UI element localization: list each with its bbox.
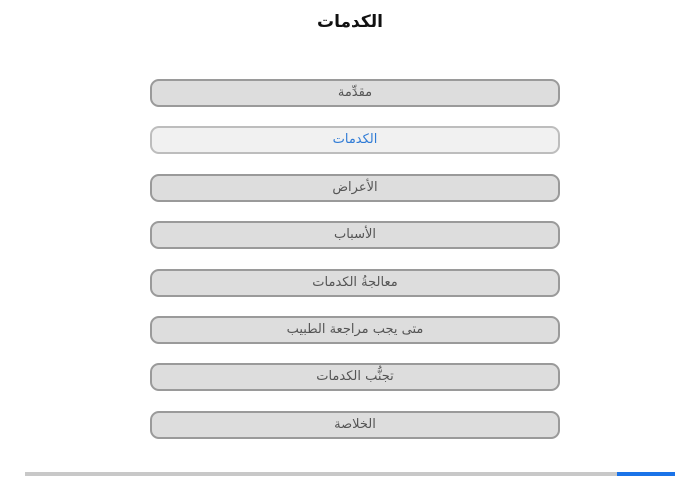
menu-item-bruises[interactable]: الكدمات bbox=[150, 126, 560, 154]
menu-item-introduction[interactable]: مقدِّمة bbox=[150, 79, 560, 107]
progress-bar bbox=[25, 472, 675, 476]
menu-item-see-doctor[interactable]: متى يجب مراجعة الطبيب bbox=[150, 316, 560, 344]
menu-item-symptoms[interactable]: الأعراض bbox=[150, 174, 560, 202]
menu-item-prevention[interactable]: تجنُّب الكدمات bbox=[150, 363, 560, 391]
menu-item-causes[interactable]: الأسباب bbox=[150, 221, 560, 249]
topic-menu bbox=[150, 79, 560, 458]
progress-bar-fill bbox=[617, 472, 676, 476]
menu-item-summary[interactable]: الخلاصة bbox=[150, 411, 560, 439]
menu-item-treatment[interactable]: معالجةُ الكدمات bbox=[150, 269, 560, 297]
page-title: الكدمات bbox=[317, 12, 383, 32]
